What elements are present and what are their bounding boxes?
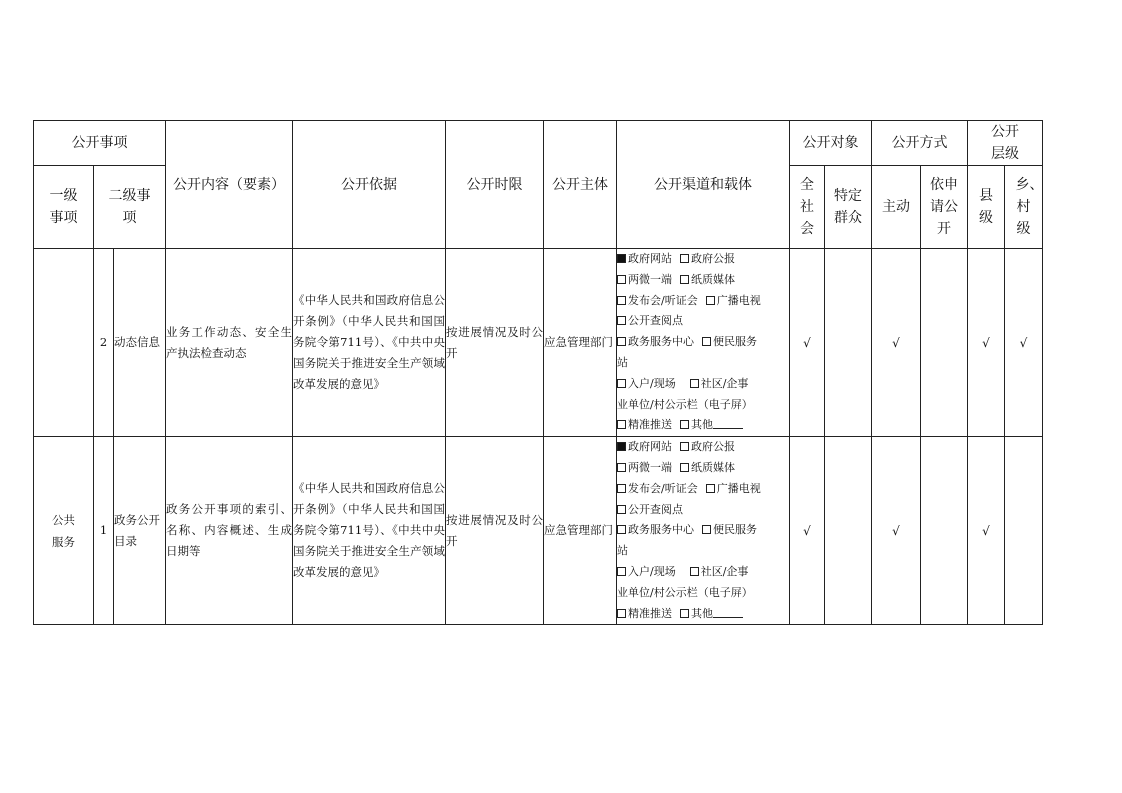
checkbox [680,254,689,263]
channel-label: 便民服务 [713,523,757,537]
channel-label: 精准推送 [628,606,672,620]
level2-cell: 动态信息 [114,249,166,437]
checkbox [617,275,626,284]
channel-label: 两微一端 [628,272,672,286]
channel-label: 政府网站 [628,252,672,265]
header-village-text: 乡、村级 [1015,177,1044,237]
channel-label: 入户/现场 [628,376,676,390]
channel-label: 站 [617,355,628,369]
all-society-mark: √ [790,437,825,625]
channel-line [617,311,789,332]
channel-line [617,291,789,312]
header-level2 [94,166,166,249]
channel-line [617,458,789,479]
channel-label: 政务服务中心 [628,523,694,537]
disclosure-table [33,120,1043,625]
time-limit-cell: 按进展情况及时公开 [446,437,544,625]
channel-line [617,415,789,436]
level1-text: 公共服务 [52,512,75,549]
header-specific-text: 特定群众 [834,188,862,226]
channel-label: 政务服务中心 [628,335,694,349]
header-all-society [790,166,825,249]
checkbox [690,567,699,576]
header-county [968,166,1005,249]
header-row-top [34,121,1043,166]
channel-line [617,353,789,374]
channel-label: 纸质媒体 [691,460,735,474]
header-specific [825,166,872,249]
header-basis: 公开依据 [293,121,446,249]
subject-cell: 应急管理部门 [544,249,617,437]
checkbox [617,316,626,325]
item-number: 1 [94,437,114,625]
channel-label: 发布会/听证会 [628,481,698,495]
channel-label: 业单位/村公示栏（电子屏） [617,585,753,599]
checkbox [706,296,715,305]
header-level-text: 公开层级 [991,124,1019,162]
header-level1 [34,166,94,249]
channels-cell [617,437,790,625]
channel-label: 社区/企事 [700,564,749,578]
checkbox [617,296,626,305]
header-on-request [921,166,968,249]
content-cell: 政务公开事项的索引、名称、内容概述、生成日期等 [166,437,293,625]
checkbox [617,337,626,346]
channel-label: 政府公报 [691,252,735,265]
header-on-request-text: 依申请公开 [930,177,958,237]
checkbox [680,609,689,618]
checkbox-checked [617,254,626,263]
header-county-text: 县级 [979,188,993,226]
on-request-mark [921,437,968,625]
checkbox [617,484,626,493]
channel-label: 广播电视 [716,481,761,495]
checkbox [617,505,626,514]
header-all-society-text: 全社会 [800,177,814,237]
channel-line [617,395,789,416]
level1-cell [34,437,94,625]
checkbox [680,275,689,284]
header-village [1005,166,1043,249]
subject-cell: 应急管理部门 [544,437,617,625]
checkbox [617,420,626,429]
level1-cell [34,249,94,437]
channel-line [617,332,789,353]
blank-line [713,418,743,429]
channel-label: 两微一端 [628,460,672,474]
channel-line [617,541,789,562]
county-mark: √ [968,249,1005,437]
checkbox [617,609,626,618]
checkbox [617,463,626,472]
on-request-mark [921,249,968,437]
channel-label: 政府网站 [628,440,672,454]
header-content: 公开内容（要素） [166,121,293,249]
channel-line [617,520,789,541]
content-cell: 业务工作动态、安全生产执法检查动态 [166,249,293,437]
channel-label: 广播电视 [716,293,761,307]
checkbox [702,525,711,534]
active-mark: √ [872,437,921,625]
header-subject: 公开主体 [544,121,617,249]
county-mark: √ [968,437,1005,625]
checkbox [702,337,711,346]
time-limit-cell: 按进展情况及时公开 [446,249,544,437]
checkbox [680,442,689,451]
header-audience: 公开对象 [790,121,872,166]
channel-line [617,270,789,291]
channel-line [617,562,789,583]
all-society-mark: √ [790,249,825,437]
header-level2-text: 二级事项 [108,188,151,226]
channel-label: 精准推送 [628,418,672,432]
checkbox-checked [617,442,626,451]
specific-mark [825,249,872,437]
channel-line [617,500,789,521]
channel-line [617,249,789,270]
channel-line [617,374,789,395]
specific-mark [825,437,872,625]
channel-label: 发布会/听证会 [628,293,698,307]
checkbox [680,420,689,429]
header-gongkai-shixiang: 公开事项 [34,121,166,166]
header-time-limit: 公开时限 [446,121,544,249]
channel-line [617,583,789,604]
channel-label: 便民服务 [713,335,757,349]
header-channels: 公开渠道和载体 [617,121,790,249]
header-level1-text: 一级事项 [49,188,78,226]
channel-label: 其他 [691,606,713,620]
blank-line [713,607,743,618]
checkbox [617,525,626,534]
village-mark [1005,437,1043,625]
basis-cell: 《中华人民共和国政府信息公开条例》（中华人民共和国国务院令第711号）、《中共中央 国务院关于推进安全生产领域改革发展的意见》 [293,437,446,625]
channel-label: 公开查阅点 [628,314,683,328]
checkbox [680,463,689,472]
checkbox [706,484,715,493]
channel-label: 其他 [691,418,713,432]
channel-line [617,479,789,500]
level2-cell: 政务公开目录 [114,437,166,625]
checkbox [617,567,626,576]
header-active: 主动 [872,166,921,249]
channel-label: 站 [617,544,628,558]
basis-cell: 《中华人民共和国政府信息公开条例》（中华人民共和国国务院令第711号）、《中共中央 国务院关于推进安全生产领域改革发展的意见》 [293,249,446,437]
channels-cell [617,249,790,437]
channel-label: 政府公报 [691,440,735,454]
channel-label: 社区/企事 [700,376,749,390]
checkbox [617,379,626,388]
active-mark: √ [872,249,921,437]
table-row [34,437,1043,625]
channel-line [617,604,789,625]
item-number: 2 [94,249,114,437]
village-mark: √ [1005,249,1043,437]
channel-label: 入户/现场 [628,564,676,578]
channel-label: 公开查阅点 [628,502,683,516]
channel-label: 纸质媒体 [691,272,735,286]
table-row [34,249,1043,437]
header-level [968,121,1043,166]
checkbox [690,379,699,388]
channel-line [617,437,789,458]
header-method: 公开方式 [872,121,968,166]
channel-label: 业单位/村公示栏（电子屏） [617,397,753,411]
